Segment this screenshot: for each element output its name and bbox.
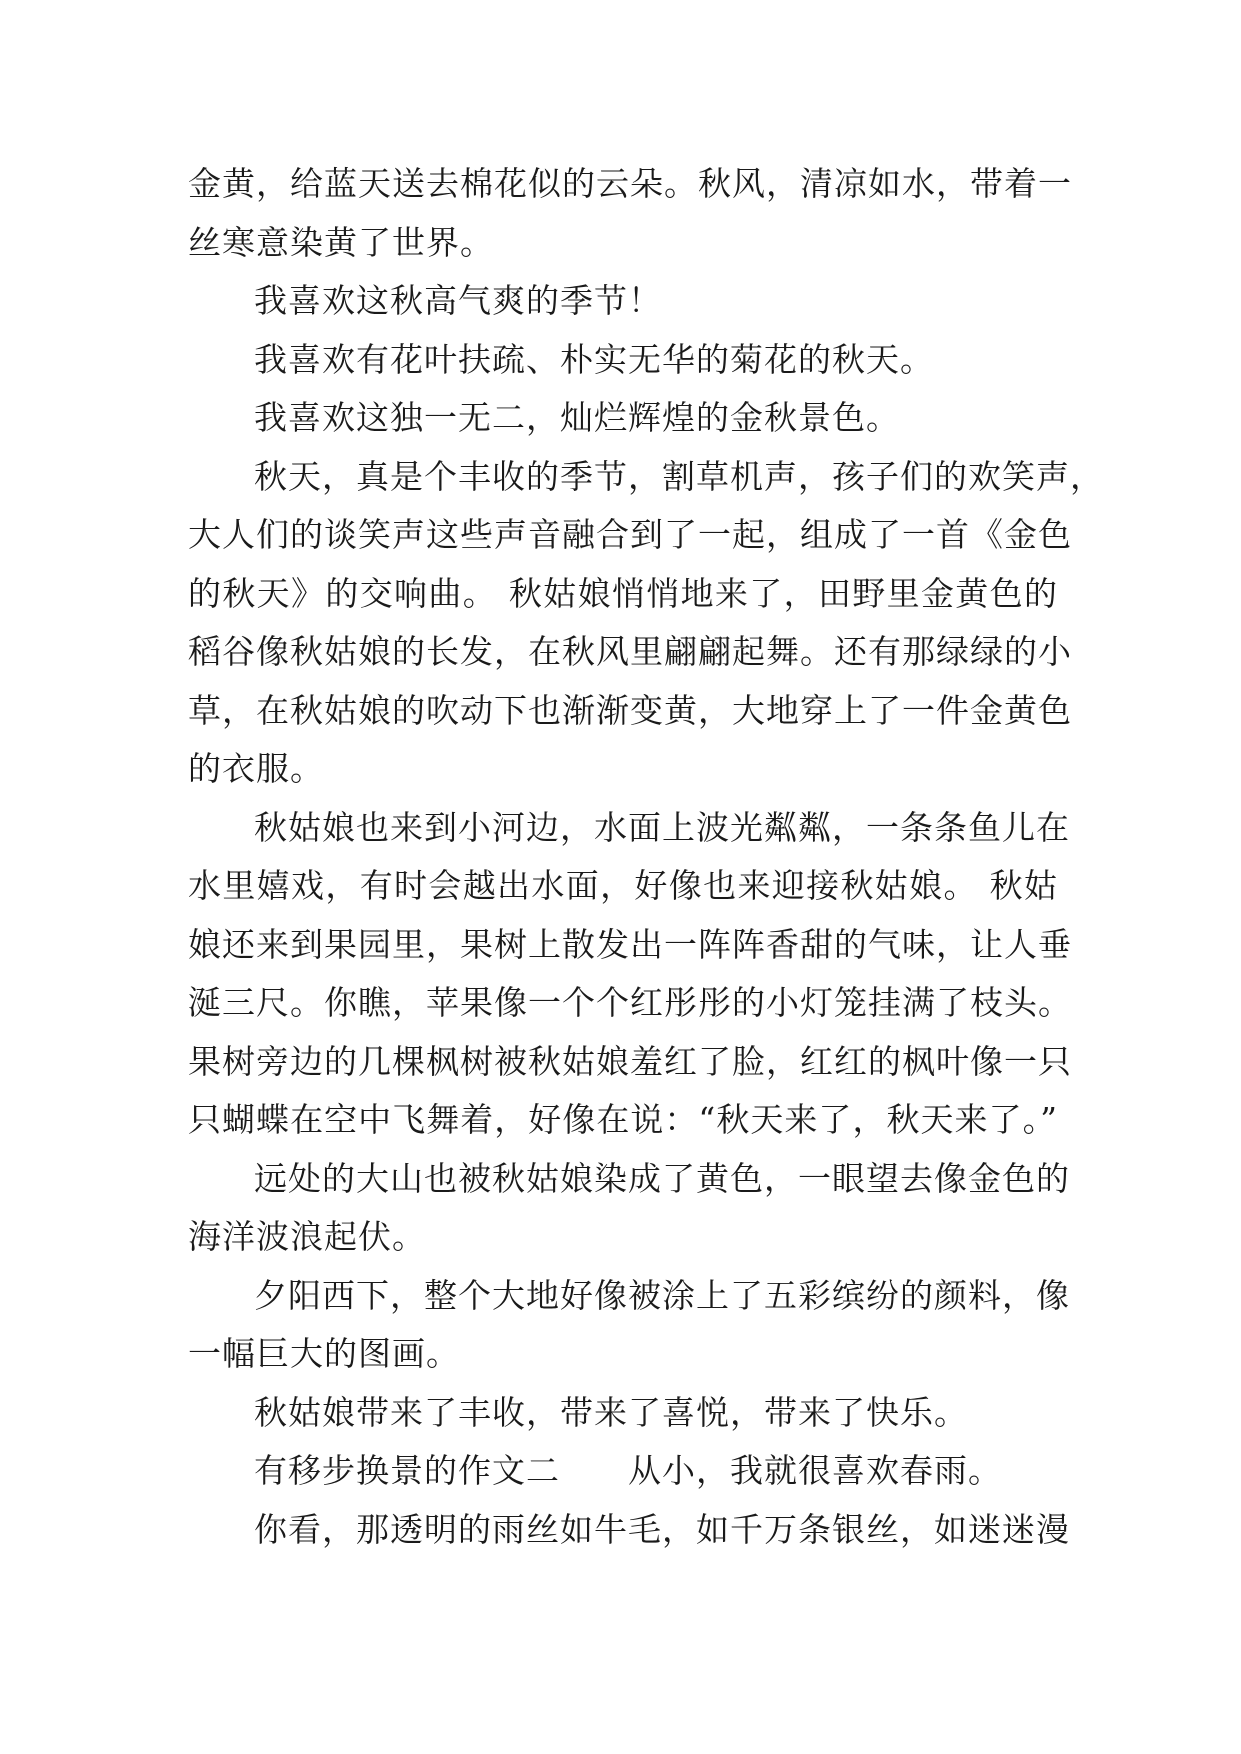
text-line: 的秋天》的交响曲。 秋姑娘悄悄地来了，田野里金黄色的 [188, 573, 1058, 613]
text-line: 水里嬉戏，有时会越出水面，好像也来迎接秋姑娘。 秋姑 [188, 866, 1058, 905]
text-line: 你看，那透明的雨丝如牛毛，如千万条银丝，如迷迷漫 [254, 1509, 1070, 1549]
text-line: 涎三尺。你瞧，苹果像一个个红彤彤的小灯笼挂满了枝头。 [188, 983, 1072, 1022]
text-line: 娘还来到果园里，果树上散发出一阵阵香甜的气味，让人垂 [188, 924, 1072, 964]
text-line: 金黄，给蓝天送去棉花似的云朵。秋风，清凉如水，带着一 [188, 164, 1072, 203]
text-line: 一幅巨大的图画。 [188, 1334, 460, 1373]
document-body [188, 155, 1104, 1559]
text-line: 海洋波浪起伏。 [188, 1217, 426, 1256]
text-line: 夕阳西下，整个大地好像被涂上了五彩缤纷的颜料，像 [254, 1275, 1070, 1315]
text-line: 秋姑娘带来了丰收，带来了喜悦，带来了快乐。 [254, 1392, 968, 1432]
text-line: 有移步换景的作文二 从小，我就很喜欢春雨。 [254, 1451, 1002, 1490]
text-line: 果树旁边的几棵枫树被秋姑娘羞红了脸，红红的枫叶像一只 [188, 1041, 1072, 1081]
text-line: 我喜欢这独一无二，灿烂辉煌的金秋景色。 [254, 398, 900, 437]
text-line: 大人们的谈笑声这些声音融合到了一起，组成了一首《金色 [188, 515, 1072, 554]
text-line: 丝寒意染黄了世界。 [188, 222, 494, 262]
text-line: 远处的大山也被秋姑娘染成了黄色，一眼望去像金色的 [254, 1158, 1070, 1198]
text-line: 秋天，真是个丰收的季节，割草机声，孩子们的欢笑声， [254, 456, 1104, 496]
text-line: 的衣服。 [188, 749, 324, 788]
text-line: 秋姑娘也来到小河边，水面上波光粼粼，一条条鱼儿在 [254, 807, 1070, 847]
text-line: 我喜欢有花叶扶疏、朴实无华的菊花的秋天。 [254, 339, 934, 379]
text-line: 稻谷像秋姑娘的长发，在秋风里翩翩起舞。还有那绿绿的小 [188, 632, 1072, 671]
text-line: 我喜欢这秋高气爽的季节！ [254, 281, 662, 320]
text-line: 只蝴蝶在空中飞舞着，好像在说：“秋天来了，秋天来了。” [188, 1100, 1058, 1139]
text-line: 草，在秋姑娘的吹动下也渐渐变黄，大地穿上了一件金黄色 [188, 690, 1072, 730]
